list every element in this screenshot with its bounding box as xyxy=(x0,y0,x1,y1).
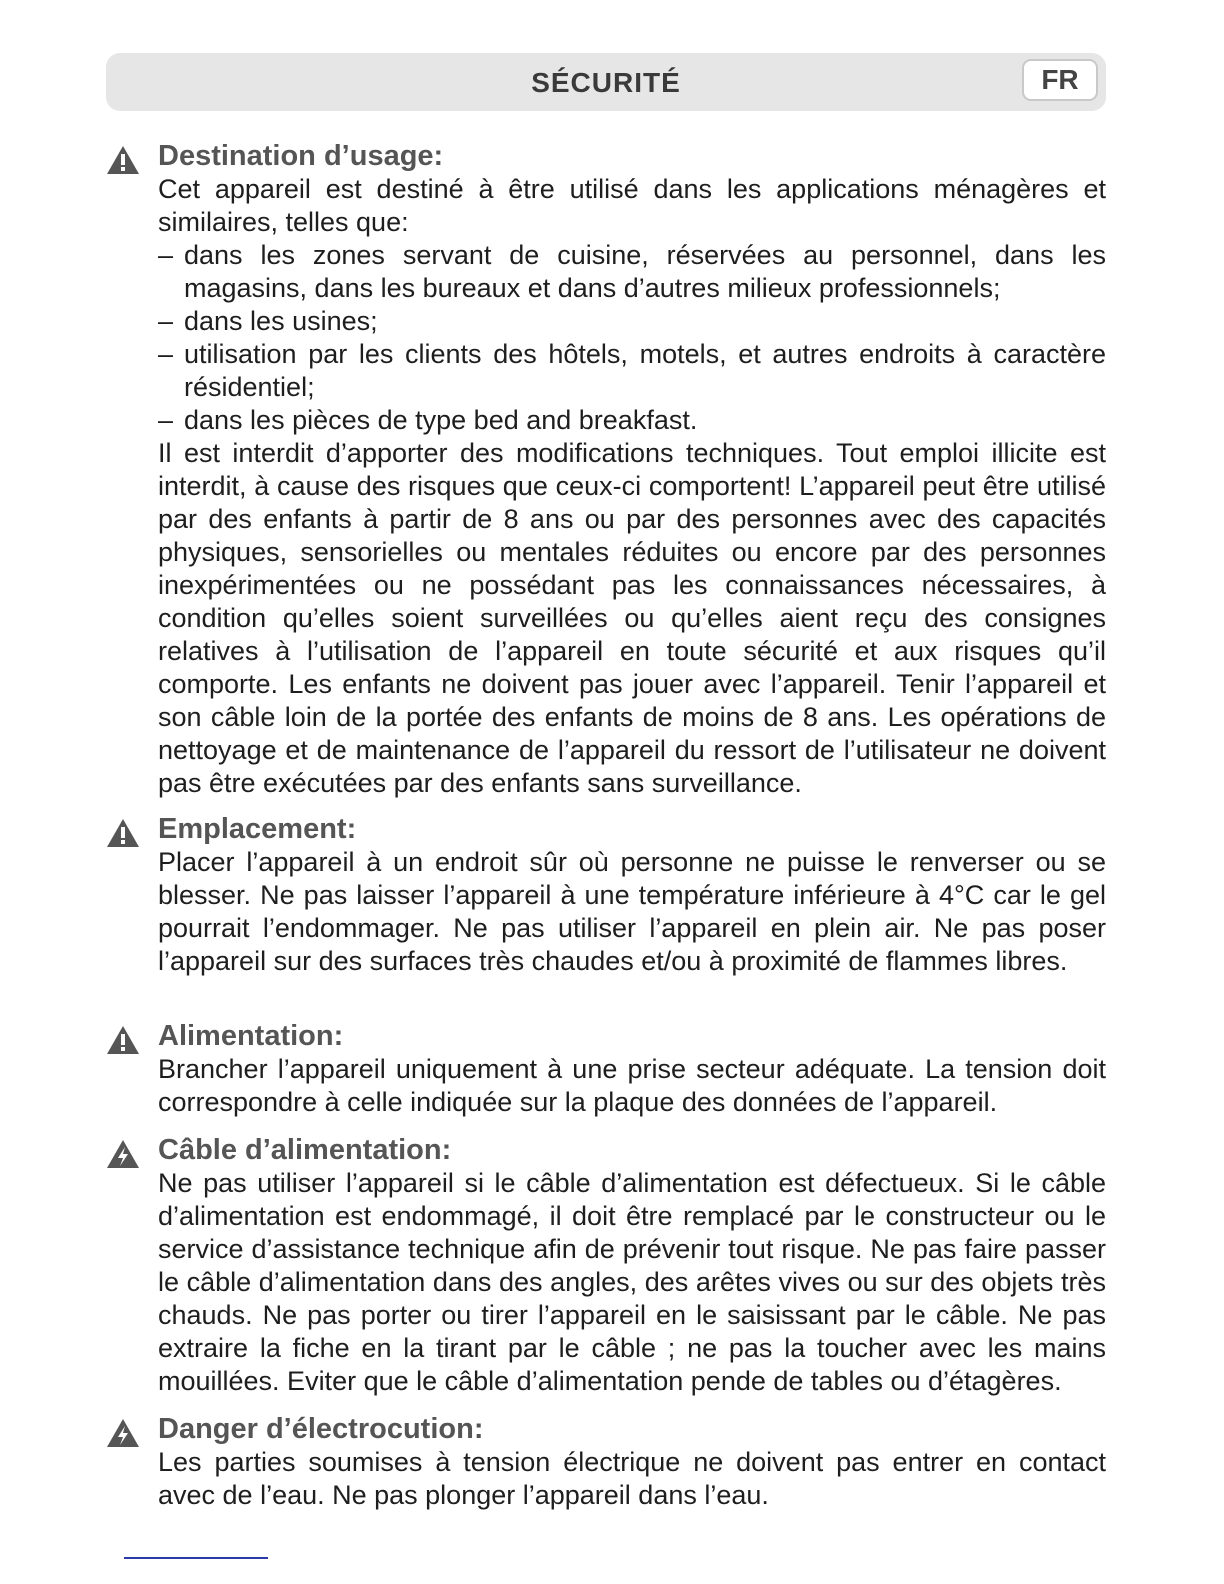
section-title: Emplacement: xyxy=(158,813,357,845)
section-text: Ne pas utiliser l’appareil si le câble d’alimentation est défectueux. Si le câble d’alimentation est endommagé, il doit être remplacé par le constructeur ou le service d’assistance technique afin de prévenir tout risque. Ne pas faire passer le câble d’alimentation dans des angles, des arêtes vives ou sur des objets très chauds. Ne pas porter ou tirer l’appareil en le saisissant par le câble. Ne pas extraire la fiche en la tirant par le câble ; ne pas la toucher avec les mains mouillées. Eviter que le câble d’alimentation pende de tables ou d’étagères. xyxy=(158,1168,1106,1396)
section-title: Danger d’électrocution: xyxy=(158,1413,484,1445)
section-intended-use xyxy=(106,139,1106,800)
list-item: – dans les usines; xyxy=(158,305,1106,338)
language-badge: FR xyxy=(1022,59,1098,101)
section-text: Brancher l’appareil uniquement à une prise secteur adéquate. La tension doit correspondre à celle indiquée sur la plaque des données de l’appareil. xyxy=(158,1054,1106,1117)
header-bar xyxy=(106,53,1106,111)
section-power-cable xyxy=(106,1133,1106,1398)
section-title: Alimentation: xyxy=(158,1020,344,1052)
list-item: – dans les zones servant de cuisine, réservées au personnel, dans les magasins, dans les bureaux et dans d’autres milieux professionnels; xyxy=(158,239,1106,305)
page-title: SÉCURITÉ xyxy=(531,67,681,98)
warning-icon xyxy=(106,1025,140,1055)
section-text: Placer l’appareil à un endroit sûr où personne ne puisse le renverser ou se blesser. Ne pas laisser l’appareil à une température inférieure à 4°C car le gel pourrait l’endommager. Ne pas utiliser l’appareil en plein air. Ne pas poser l’appareil sur des surfaces très chaudes et/ou à proximité de flammes libres. xyxy=(158,847,1106,976)
electric-warning-icon xyxy=(106,1139,140,1169)
section-title: Câble d’alimentation: xyxy=(158,1134,452,1166)
section-title: Destination d’usage: xyxy=(158,140,444,172)
electric-warning-icon xyxy=(106,1418,140,1448)
list-item: – utilisation par les clients des hôtels, motels, et autres endroits à caractère résidentiel; xyxy=(158,338,1106,404)
usage-list xyxy=(158,239,1106,437)
footer-divider xyxy=(124,1557,268,1559)
section-placement xyxy=(106,812,1106,978)
section-text: Il est interdit d’apporter des modifications techniques. Tout emploi illicite est interdit, à cause des risques que ceux-ci comportent! L’appareil peut être utilisé par des enfants à partir de 8 ans ou par des personnes avec des capacités physiques, sensorielles ou mentales réduites ou encore par des personnes inexpérimentées ou ne possédant pas les connaissances nécessaires, à condition qu’elles soient surveillées ou qu’elles aient reçu des consignes relatives à l’utilisation de l’appareil en toute sécurité et aux risques qu’il comporte. Les enfants ne doivent pas jouer avec l’appareil. Tenir l’appareil et son câble loin de la portée des enfants de moins de 8 ans. Les opérations de nettoyage et de maintenance de l’appareil du ressort de l’utilisateur ne doivent pas être exécutées par des enfants sans surveillance. xyxy=(158,438,1106,798)
section-electrocution-danger xyxy=(106,1412,1106,1512)
list-item: – dans les pièces de type bed and breakfast. xyxy=(158,404,1106,437)
section-intro: Cet appareil est destiné à être utilisé dans les applications ménagères et similaires, telles que: xyxy=(158,174,1106,237)
section-power-supply xyxy=(106,1019,1106,1119)
warning-icon xyxy=(106,145,140,175)
section-text: Les parties soumises à tension électrique ne doivent pas entrer en contact avec de l’eau. Ne pas plonger l’appareil dans l’eau. xyxy=(158,1447,1106,1510)
warning-icon xyxy=(106,818,140,848)
